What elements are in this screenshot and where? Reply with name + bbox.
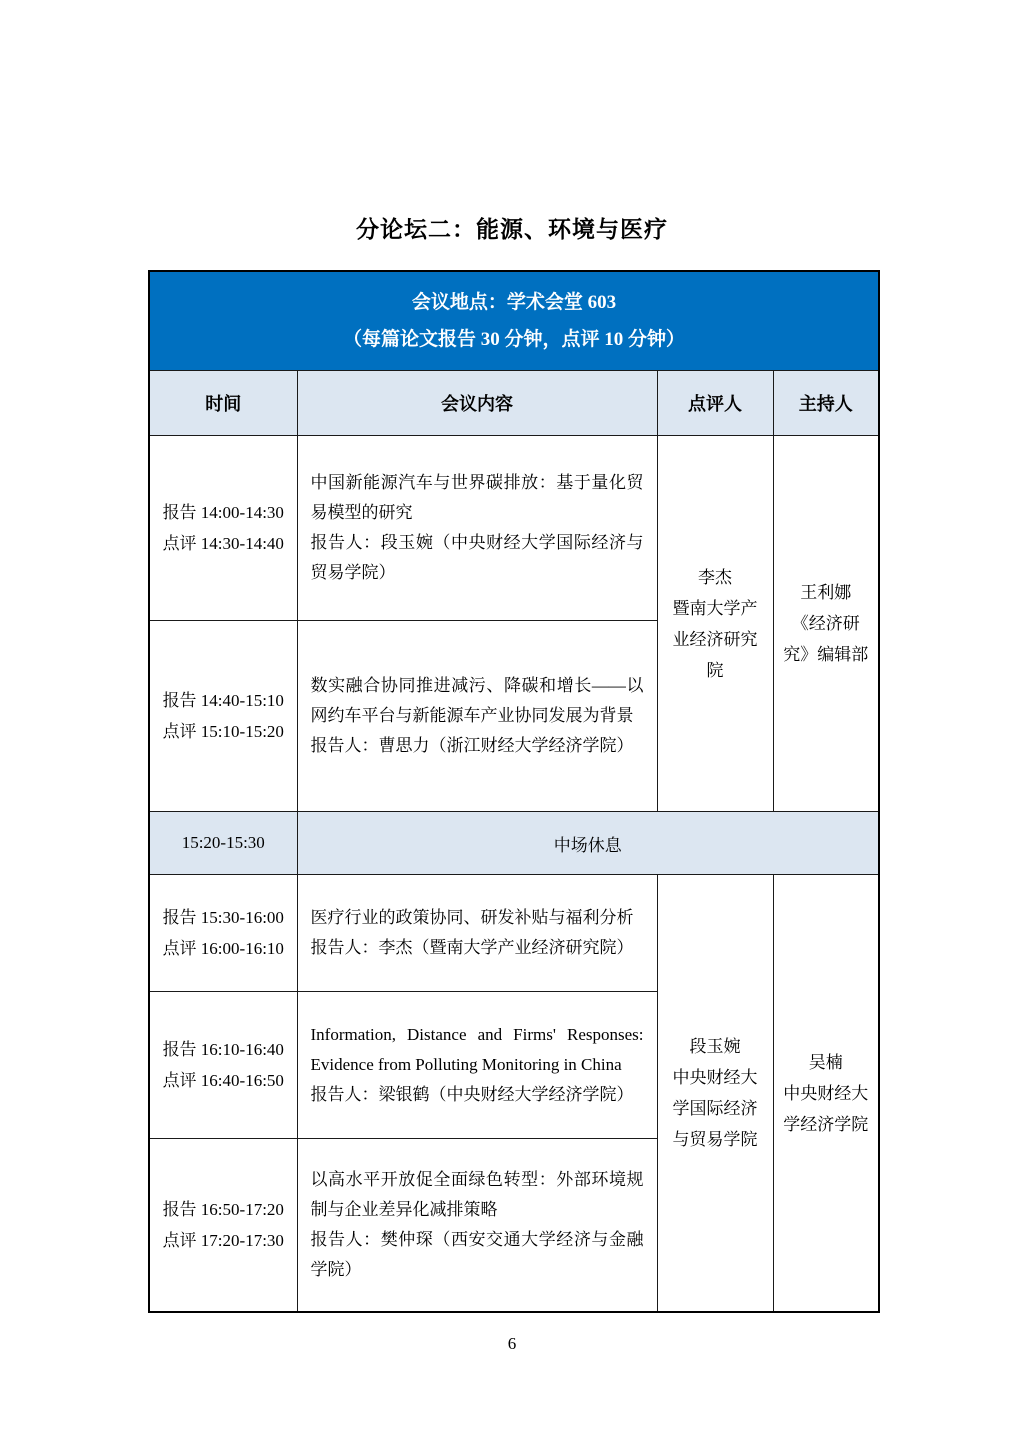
commentator-name: 李杰: [698, 567, 732, 587]
column-header-content: 会议内容: [297, 371, 657, 436]
location-banner-cell: [149, 271, 879, 371]
comment-time: 点评 17:20-17:30: [162, 1231, 284, 1250]
report-time: 报告 16:50-17:20: [162, 1200, 284, 1219]
report-time: 报告 14:00-14:30: [162, 503, 284, 522]
host-name: 吴楠: [808, 1052, 843, 1072]
session-row: [149, 436, 879, 621]
paper-title: 医疗行业的政策协同、研发补贴与福利分析: [310, 908, 634, 927]
host-affiliation: 中央财经大学经济学院: [783, 1083, 869, 1134]
session-row: [149, 875, 879, 992]
commentator-cell: [657, 875, 773, 1313]
session-content: [297, 621, 657, 812]
location-line1: 会议地点：学术会堂 603: [411, 292, 617, 313]
session-content: [297, 436, 657, 621]
column-header-host: 主持人: [773, 371, 879, 436]
page-title: 分论坛二：能源、环境与医疗: [356, 217, 668, 243]
comment-time: 点评 16:40-16:50: [162, 1071, 284, 1090]
paper-speaker: 报告人：段玉婉（中央财经大学国际经济与贸易学院）: [310, 533, 644, 582]
session-content: [297, 875, 657, 992]
break-time: 15:20-15:30: [149, 812, 297, 875]
host-affiliation: 《经济研究》编辑部: [783, 614, 869, 664]
location-banner-row: [149, 271, 879, 371]
comment-time: 点评 15:10-15:20: [162, 722, 284, 741]
column-header-time: 时间: [149, 371, 297, 436]
commentator-cell: [657, 436, 773, 812]
comment-time: 点评 14:30-14:40: [162, 534, 284, 553]
session-time: [149, 436, 297, 621]
column-header-row: [149, 371, 879, 436]
session-time: [149, 992, 297, 1139]
paper-title: 以高水平开放促全面绿色转型：外部环境规制与企业差异化减排策略: [310, 1170, 644, 1219]
host-cell: [773, 436, 879, 812]
session-content: [297, 1139, 657, 1313]
paper-speaker: 报告人：曹思力（浙江财经大学经济学院）: [310, 736, 634, 755]
report-time: 报告 16:10-16:40: [162, 1040, 284, 1059]
paper-title: Information, Distance and Firms' Responses: Evidence from Polluting Monitoring in China: [310, 1025, 644, 1074]
paper-speaker: 报告人：樊仲琛（西安交通大学经济与金融学院）: [310, 1230, 644, 1279]
report-time: 报告 14:40-15:10: [162, 691, 284, 710]
paper-title: 数实融合协同推进减污、降碳和增长——以网约车平台与新能源车产业协同发展为背景: [310, 676, 644, 725]
host-name: 王利娜: [800, 583, 852, 602]
paper-speaker: 报告人：李杰（暨南大学产业经济研究院）: [310, 938, 634, 957]
session-time: [149, 1139, 297, 1313]
session-time: [149, 875, 297, 992]
commentator-name: 段玉婉: [689, 1037, 741, 1056]
session-time: [149, 621, 297, 812]
comment-time: 点评 16:00-16:10: [162, 939, 284, 958]
page-number: 6: [507, 1334, 517, 1353]
session-schedule-table: [148, 270, 880, 1313]
break-row: [149, 812, 879, 875]
column-header-commentator: 点评人: [657, 371, 773, 436]
location-line2: （每篇论文报告 30 分钟，点评 10 分钟）: [343, 329, 686, 350]
break-label: 中场休息: [297, 812, 879, 875]
host-cell: [773, 875, 879, 1313]
commentator-affiliation: 暨南大学产业经济研究院: [672, 598, 758, 680]
session-content: [297, 992, 657, 1139]
paper-title: 中国新能源汽车与世界碳排放：基于量化贸易模型的研究: [310, 473, 644, 522]
commentator-affiliation: 中央财经大学国际经济与贸易学院: [672, 1068, 758, 1149]
report-time: 报告 15:30-16:00: [162, 908, 284, 927]
paper-speaker: 报告人：梁银鹤（中央财经大学经济学院）: [310, 1085, 634, 1104]
